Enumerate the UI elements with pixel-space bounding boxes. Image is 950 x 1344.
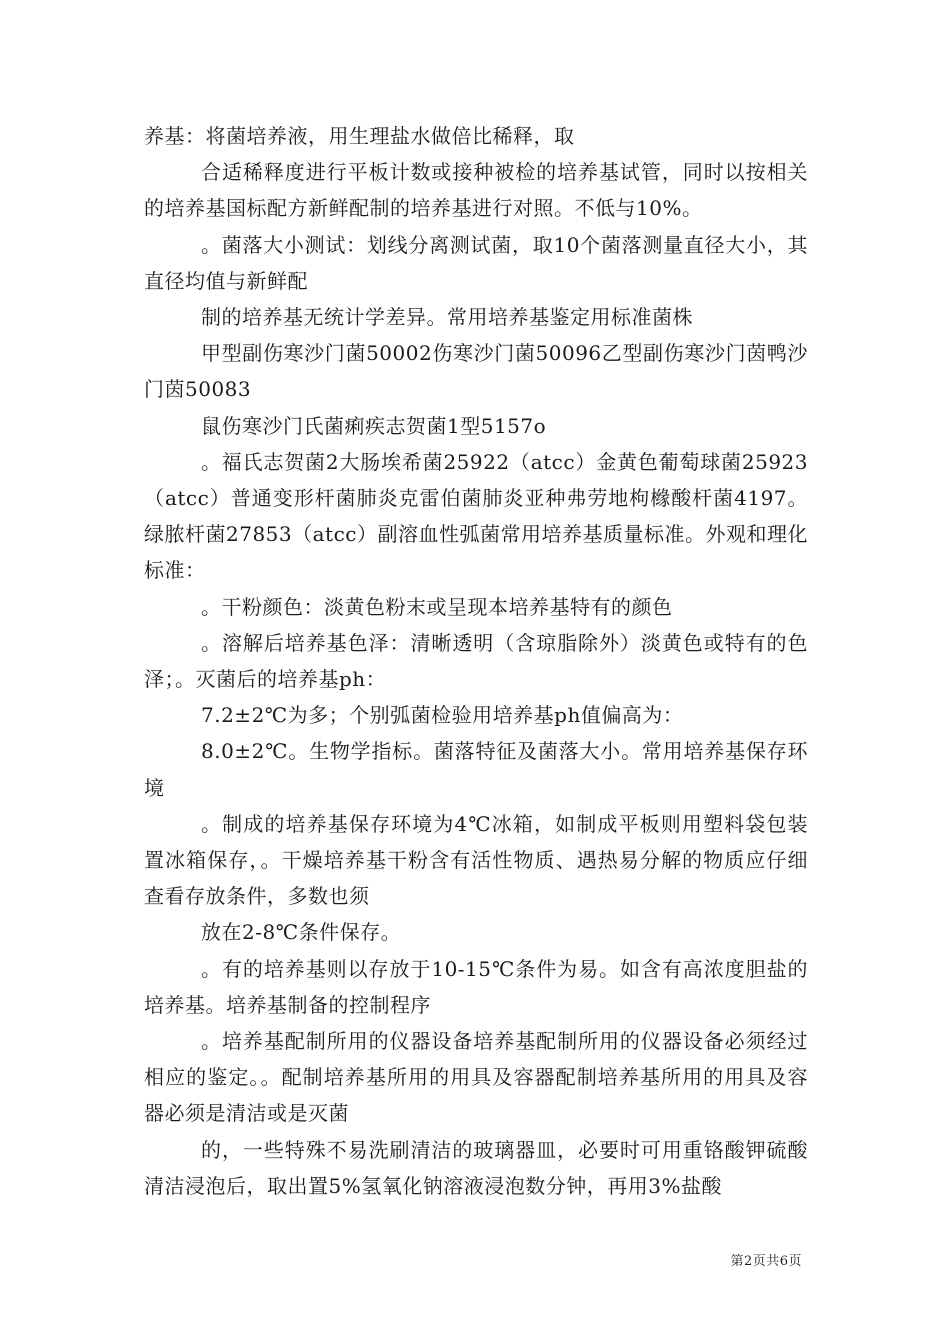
paragraph-9: 。溶解后培养基色泽：清晰透明（含琼脂除外）淡黄色或特有的色泽；。灭菌后的培养基ph： bbox=[144, 630, 808, 692]
paragraph-5: 甲型副伤寒沙门菌50002伤寒沙门菌50096乙型副伤寒沙门茵鸭沙门茵50083 bbox=[144, 341, 808, 402]
document-body bbox=[144, 118, 808, 1204]
paragraph-6: 鼠伤寒沙门氏菌痢疾志贺菌1型5157o bbox=[201, 413, 547, 438]
paragraph-3: 。菌落大小测试：划线分离测试菌，取10个菌落测量直径大小，其直径均值与新鲜配 bbox=[144, 232, 808, 293]
paragraph-14: 。有的培养基则以存放于10-15℃条件为易。如含有高浓度胆盐的培养基。培养基制备的控制程序 bbox=[144, 956, 808, 1017]
paragraph-11: 8.0±2℃。生物学指标。菌落特征及菌落大小。常用培养基保存环境 bbox=[144, 739, 808, 800]
paragraph-8: 。干粉颜色：淡黄色粉末或呈现本培养基特有的颜色 bbox=[201, 594, 673, 619]
paragraph-13: 放在2-8℃条件保存。 bbox=[201, 920, 402, 945]
paragraph-10: 7.2±2℃为多；个别弧菌检验用培养基ph值偏高为： bbox=[201, 703, 684, 728]
paragraph-7: 。福氏志贺菌2大肠埃希菌25922（atcc）金黄色葡萄球菌25923（atcc）普通变形杆菌肺炎克雷伯菌肺炎亚种弗劳地枸橼酸杆菌4197。绿脓杆菌27853（atcc）副溶血性弧菌常用培养基质量标准。外观和理化标准： bbox=[144, 449, 808, 583]
paragraph-2: 合适稀释度进行平板计数或接种被检的培养基试管，同时以按相关的培养基国标配方新鲜配制的培养基进行对照。不低与10%。 bbox=[144, 160, 808, 221]
paragraph-4: 制的培养基无统计学差异。常用培养基鉴定用标准菌株 bbox=[201, 305, 693, 330]
paragraph-16: 的，一些特殊不易洗刷清洁的玻璃器皿，必要时可用重铬酸钾硫酸清洁浸泡后，取出置5%氢氧化钠溶液浸泡数分钟，再用3%盐酸 bbox=[144, 1137, 808, 1198]
paragraph-12: 。制成的培养基保存环境为4℃冰箱，如制成平板则用塑料袋包装置冰箱保存，。干燥培养基干粉含有活性物质、遇热易分解的物质应仔细查看存放条件，多数也须 bbox=[144, 811, 808, 909]
paragraph-1: 养基：将菌培养液，用生理盐水做倍比稀释，取 bbox=[144, 124, 575, 148]
page-number-footer: 第2页共6页 bbox=[730, 1254, 802, 1269]
paragraph-15: 。培养基配制所用的仪器设备培养基配制所用的仪器设备必须经过相应的鉴定。。配制培养基所用的用具及容器配制培养基所用的用具及容器必须是清洁或是灭菌 bbox=[144, 1029, 808, 1126]
